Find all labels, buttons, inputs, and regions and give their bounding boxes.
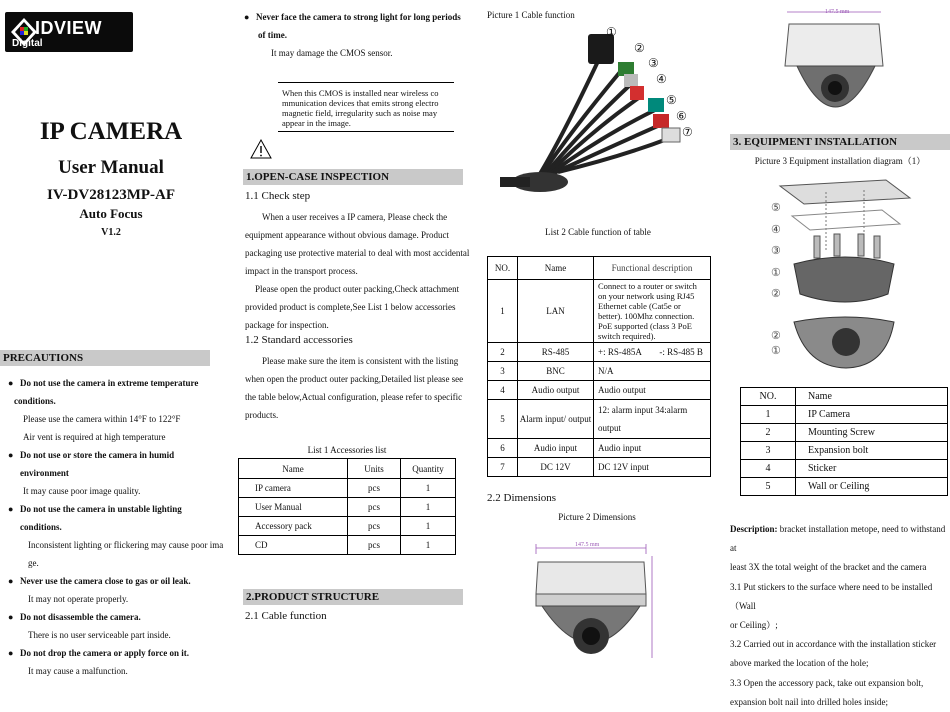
table-cell: RS-485 (518, 343, 594, 362)
callout-number: ② (634, 40, 645, 55)
check-step-text (245, 208, 470, 334)
table-row (488, 400, 711, 439)
installed-camera-picture (783, 8, 895, 120)
table-cell: Accessory pack (239, 517, 348, 536)
cover-title: IP CAMERA (39, 118, 183, 145)
subsection-dimensions: 2.2 Dimensions (487, 492, 557, 504)
table-cell: Audio output (594, 381, 711, 400)
table-cell: 1 (401, 479, 456, 498)
subsection-cable-function: 2.1 Cable function (245, 610, 327, 622)
table-cell: pcs (348, 517, 401, 536)
body-line: 3.1 Put stickers to the surface where need to be installed（Wall (730, 581, 933, 611)
table-row (488, 381, 711, 400)
table-cell: 2 (741, 424, 796, 442)
accessories-table (238, 458, 456, 555)
table-cell: Sticker (796, 460, 948, 478)
table-cell: Mounting Screw (796, 424, 948, 442)
table-cell: 12: alarm input 34:alarm output (594, 400, 711, 439)
table-header: Units (348, 459, 401, 479)
note-line: appear in the image. (282, 118, 351, 128)
table-header: NO. (741, 388, 796, 406)
table-header: Name (239, 459, 348, 479)
table-row (488, 343, 711, 362)
table-row (239, 498, 456, 517)
installation-diagram (770, 172, 920, 372)
description-text: bracket installation metope, need to withstand at (730, 524, 946, 554)
section-equipment-installation: 3. EQUIPMENT INSTALLATION (730, 134, 950, 150)
callout-number: ④ (656, 71, 667, 86)
precaution-text: It may cause a malfunction. (28, 666, 128, 676)
table-header: NO. (488, 257, 518, 280)
table-cell: 1 (488, 280, 518, 343)
list2-caption: List 2 Cable function of table (545, 227, 651, 237)
table-cell: 3 (488, 362, 518, 381)
table-cell: +: RS-485A -: RS-485 B (594, 343, 711, 362)
table-row (488, 280, 711, 343)
description-label: Description: (730, 524, 778, 534)
dimension-label: 147.5 mm (575, 542, 600, 548)
subsection-check-step: 1.1 Check step (245, 190, 311, 202)
dimensions-picture (528, 540, 668, 664)
cover-feature: Auto Focus (79, 206, 143, 221)
table-cell: 4 (488, 381, 518, 400)
diagram-number-labels (771, 198, 781, 363)
cover-model: IV-DV28123MP-AF (46, 187, 176, 203)
table-row (741, 424, 948, 442)
table-cell: IP Camera (796, 406, 948, 424)
callout-number: ① (606, 25, 617, 39)
warning-title: of time. (258, 30, 287, 40)
accessories-text (245, 352, 470, 424)
table-cell: Wall or Ceiling (796, 478, 948, 496)
table-cell: pcs (348, 536, 401, 555)
body-line: the table below,Actual configuration, please refer to specific (245, 392, 463, 402)
body-line: equipment appearance without obvious damage. Product (245, 230, 449, 240)
cable-number-labels (606, 25, 693, 140)
precaution-title: ● Do not drop the camera or apply force on it. (20, 644, 225, 662)
dimension-label: 147.5 mm (825, 9, 850, 15)
table-header: Quantity (401, 459, 456, 479)
callout-number: ① (771, 266, 781, 279)
table-cell: Alarm input/ output (518, 400, 594, 439)
table-cell: CD (239, 536, 348, 555)
callout-number: ⑤ (771, 202, 781, 214)
precaution-title: ● Never use the camera close to gas or oil leak. (20, 572, 225, 590)
table-cell: 7 (488, 458, 518, 477)
precaution-text: Please use the camera within 14°F to 122°F (23, 414, 181, 424)
table-cell: 5 (488, 400, 518, 439)
table-cell: 1 (401, 498, 456, 517)
wireless-note (278, 82, 454, 132)
body-line: When a user receives a IP camera, Please check the (262, 212, 448, 222)
table-cell: DC 12V input (594, 458, 711, 477)
body-line: provided product is complete,See List 1 below accessories (245, 302, 456, 312)
callout-number: ③ (771, 245, 781, 257)
precautions-heading: PRECAUTIONS (0, 350, 210, 366)
body-line: Please make sure the item is consistent with the listing (262, 356, 459, 366)
table-row (741, 478, 948, 496)
table-cell: User Manual (239, 498, 348, 517)
callout-number: ③ (648, 56, 659, 71)
precaution-text: Air vent is required at high temperature (23, 432, 166, 442)
body-line: 3.2 Carried out in accordance with the installation sticker (730, 639, 937, 650)
body-line: packaging use protective material to deal with most accidental (245, 248, 470, 258)
precaution-title: conditions. (14, 396, 56, 406)
table-row (741, 460, 948, 478)
precaution-text: It may not operate properly. (28, 594, 129, 604)
precaution-title: ● Do not use or store the camera in humid environment (20, 446, 225, 482)
table-row (239, 479, 456, 498)
table-row (239, 517, 456, 536)
picture2-caption: Picture 2 Dimensions (558, 512, 636, 522)
note-line: When this CMOS is installed near wireless co (282, 88, 439, 98)
table-row (741, 406, 948, 424)
list1-caption: List 1 Accessories list (307, 445, 387, 455)
table-cell: 5 (741, 478, 796, 496)
table-cell: IP camera (239, 479, 348, 498)
body-line: when open the product outer packing,Detailed list please see (245, 374, 464, 384)
table-header: Functional description (594, 257, 711, 280)
table-row (488, 362, 711, 381)
table-header: Name (518, 257, 594, 280)
table-row (488, 458, 711, 477)
warning-triangle-icon (250, 139, 272, 159)
precaution-title: ● Do not disassemble the camera. (20, 608, 225, 626)
note-line: magnetic field, irregularity such as noise may (282, 108, 438, 118)
body-line: package for inspection. (245, 320, 329, 330)
body-line: impact in the transport process. (245, 266, 358, 276)
callout-number: ⑤ (666, 93, 677, 108)
table-cell: 1 (741, 406, 796, 424)
cover-version: V1.2 (101, 227, 121, 238)
body-line: least 3X the total weight of the bracket and the camera (730, 562, 927, 573)
precaution-text: Inconsistent lighting or flickering may cause poor ima (28, 540, 224, 550)
table-cell: Audio input (594, 439, 711, 458)
table-header: Name (796, 388, 948, 406)
callout-number: ① (771, 345, 781, 357)
cover-subtitle: User Manual (58, 157, 164, 178)
body-line: expansion bolt nail into drilled holes inside; (730, 696, 888, 707)
precaution-text: There is no user serviceable part inside. (28, 630, 171, 640)
callout-number: ⑦ (682, 124, 693, 139)
table-row (741, 442, 948, 460)
table-cell: pcs (348, 498, 401, 517)
table-cell: Audio output (518, 381, 594, 400)
cable-function-table (487, 256, 711, 477)
table-cell: BNC (518, 362, 594, 381)
picture1-caption: Picture 1 Cable function (487, 10, 575, 20)
table-cell: 1 (401, 536, 456, 555)
table-cell: pcs (348, 479, 401, 498)
table-cell: 3 (741, 442, 796, 460)
table-cell: Expansion bolt (796, 442, 948, 460)
table-cell: 1 (401, 517, 456, 536)
brand-logo (5, 12, 133, 52)
body-line: or Ceiling）; (730, 620, 778, 631)
table-row (488, 439, 711, 458)
note-line: mmunication devices that emits strong electro (282, 98, 439, 108)
callout-number: ④ (771, 223, 781, 236)
body-line: above marked the location of the hole; (730, 658, 869, 669)
picture3-caption: Picture 3 Equipment installation diagram（1） (754, 156, 926, 166)
warning-title: ● Never face the camera to strong light for long periods (256, 8, 478, 26)
table-cell: 6 (488, 439, 518, 458)
callout-number: ② (771, 329, 781, 342)
callout-number: ② (771, 288, 781, 300)
installation-description (730, 520, 948, 712)
table-cell: LAN (518, 280, 594, 343)
body-line: products. (245, 410, 279, 420)
table-row (239, 536, 456, 555)
table-cell: 2 (488, 343, 518, 362)
precaution-title: ● Do not use the camera in unstable lighting conditions. (20, 500, 225, 536)
table-cell: Audio input (518, 439, 594, 458)
precaution-text: ge. (28, 558, 39, 568)
logo-name: IDVIEW (35, 18, 103, 38)
precaution-title: ● Do not use the camera in extreme temperature (20, 374, 225, 392)
section-open-case: 1.OPEN-CASE INSPECTION (243, 169, 463, 185)
parts-table (740, 387, 948, 496)
callout-number: ⑥ (676, 108, 687, 123)
subsection-standard-accessories: 1.2 Standard accessories (245, 334, 353, 346)
precaution-text: It may cause poor image quality. (23, 486, 141, 496)
table-cell: Connect to a router or switch on your network using RJ45 Ethernet cable (Cat5e or better). 100Mhz connection. PoE supported (class 3 PoE switch required). (594, 280, 711, 343)
body-line: 3.3 Open the accessory pack, take out expansion bolt, (730, 677, 924, 688)
section-product-structure: 2.PRODUCT STRUCTURE (243, 589, 463, 605)
table-cell: N/A (594, 362, 711, 381)
precautions-list (14, 374, 225, 680)
warning-text: It may damage the CMOS sensor. (271, 48, 393, 58)
strong-light-warning (256, 8, 478, 62)
logo-subtitle: Digital (12, 38, 43, 49)
table-cell: DC 12V (518, 458, 594, 477)
table-cell: 4 (741, 460, 796, 478)
body-line: Please open the product outer packing,Check attachment (255, 284, 460, 294)
